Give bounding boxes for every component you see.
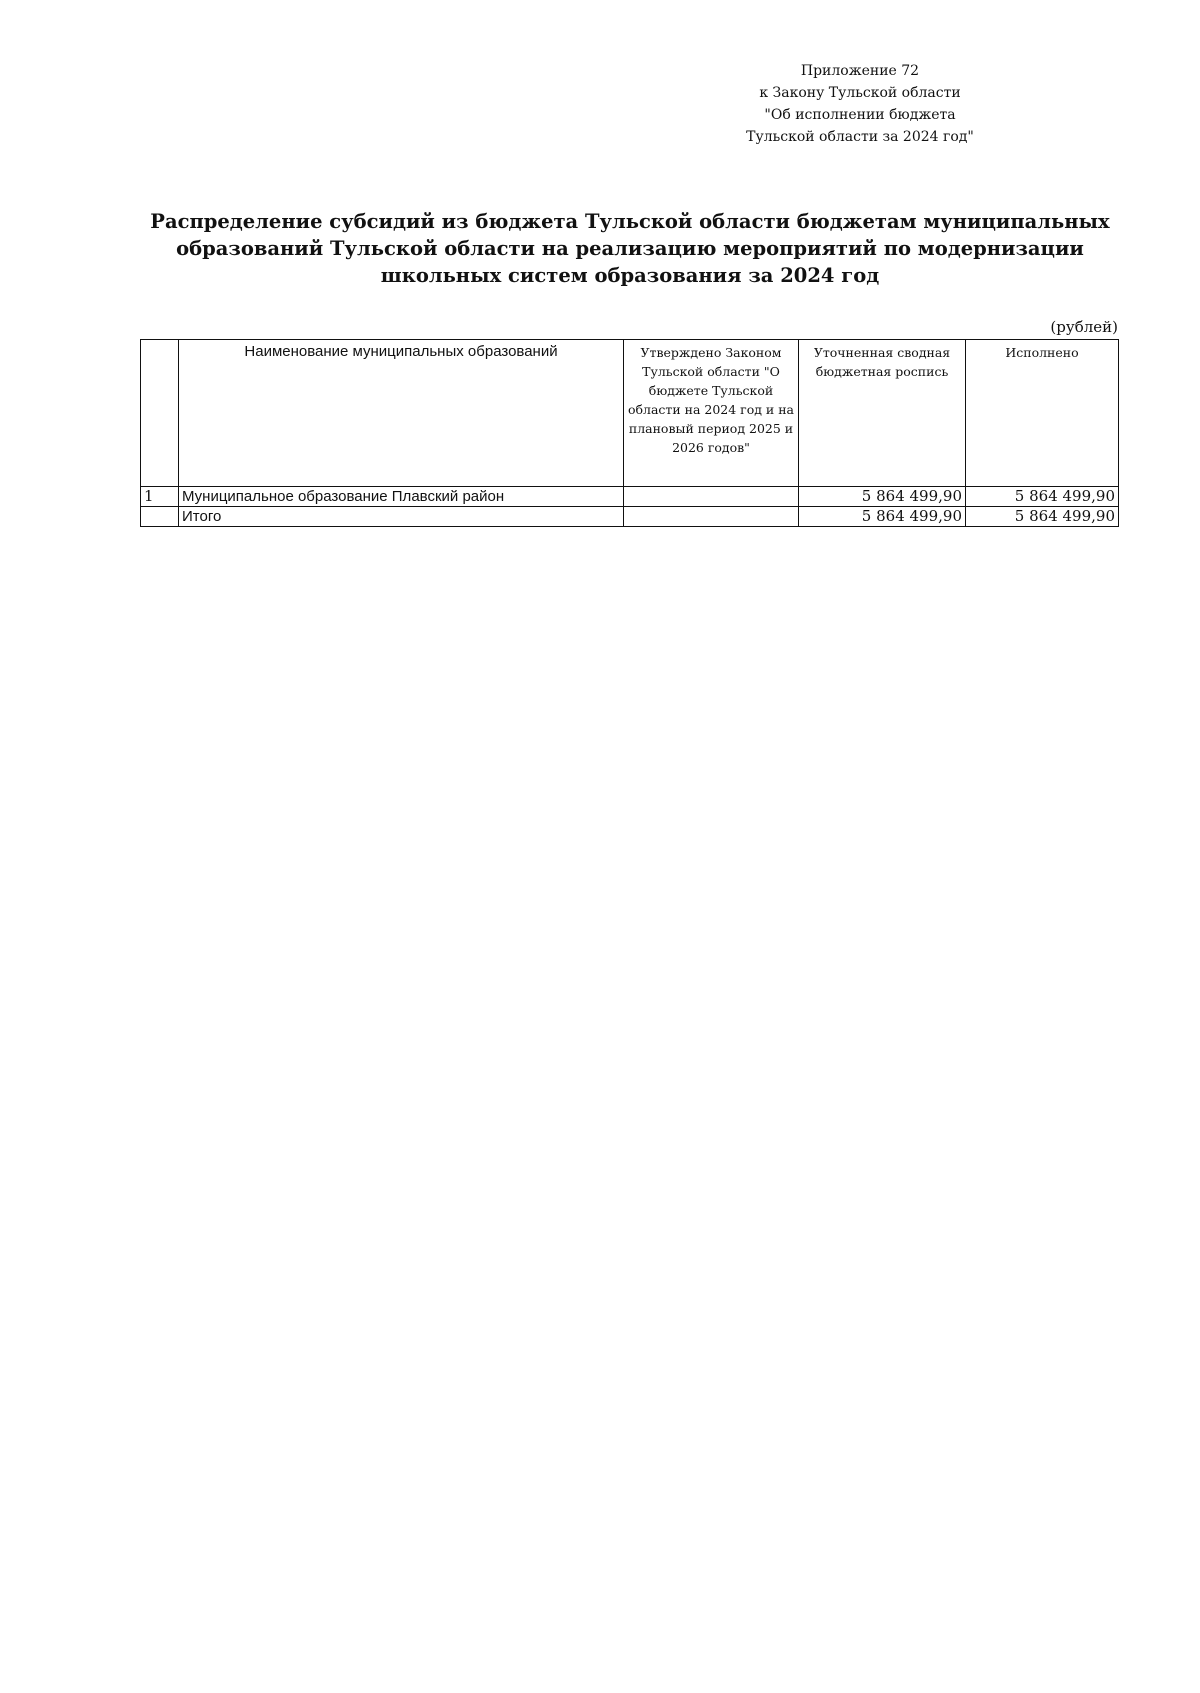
total-approved-amount xyxy=(624,507,799,527)
table-row xyxy=(141,487,1119,507)
subsidy-table xyxy=(140,339,1119,527)
row-number: 1 xyxy=(141,487,179,507)
column-header-executed: Исполнено xyxy=(966,340,1119,487)
column-header-refined: Уточненная сводная бюджетная роспись xyxy=(799,340,966,487)
document-title: Распределение субсидий из бюджета Тульской области бюджетам муниципальных образований Тульской области на реализацию мероприятий по модернизации школьных систем образования за 2024 год xyxy=(150,210,1110,287)
appendix-line: "Об исполнении бюджета xyxy=(764,107,956,123)
approved-amount xyxy=(624,487,799,507)
total-label: Итого xyxy=(179,507,624,527)
column-header-number xyxy=(141,340,179,487)
appendix-line: Приложение 72 xyxy=(800,63,920,79)
total-executed-amount: 5 864 499,90 xyxy=(966,507,1119,527)
refined-amount: 5 864 499,90 xyxy=(799,487,966,507)
appendix-line: Тульской области за 2024 год" xyxy=(746,129,974,145)
total-refined-amount: 5 864 499,90 xyxy=(799,507,966,527)
column-header-name: Наименование муниципальных образований xyxy=(179,340,624,487)
total-row xyxy=(141,507,1119,527)
table-header-row xyxy=(141,340,1119,487)
appendix-line: к Закону Тульской области xyxy=(759,85,961,101)
units-label: (рублей) xyxy=(1050,318,1118,336)
municipality-name: Муниципальное образование Плавский район xyxy=(179,487,624,507)
appendix-reference xyxy=(700,60,1020,148)
column-header-approved: Утверждено Законом Тульской области "О бюджете Тульской области на 2024 год и на плановый период 2025 и 2026 годов" xyxy=(624,340,799,487)
executed-amount: 5 864 499,90 xyxy=(966,487,1119,507)
total-number xyxy=(141,507,179,527)
